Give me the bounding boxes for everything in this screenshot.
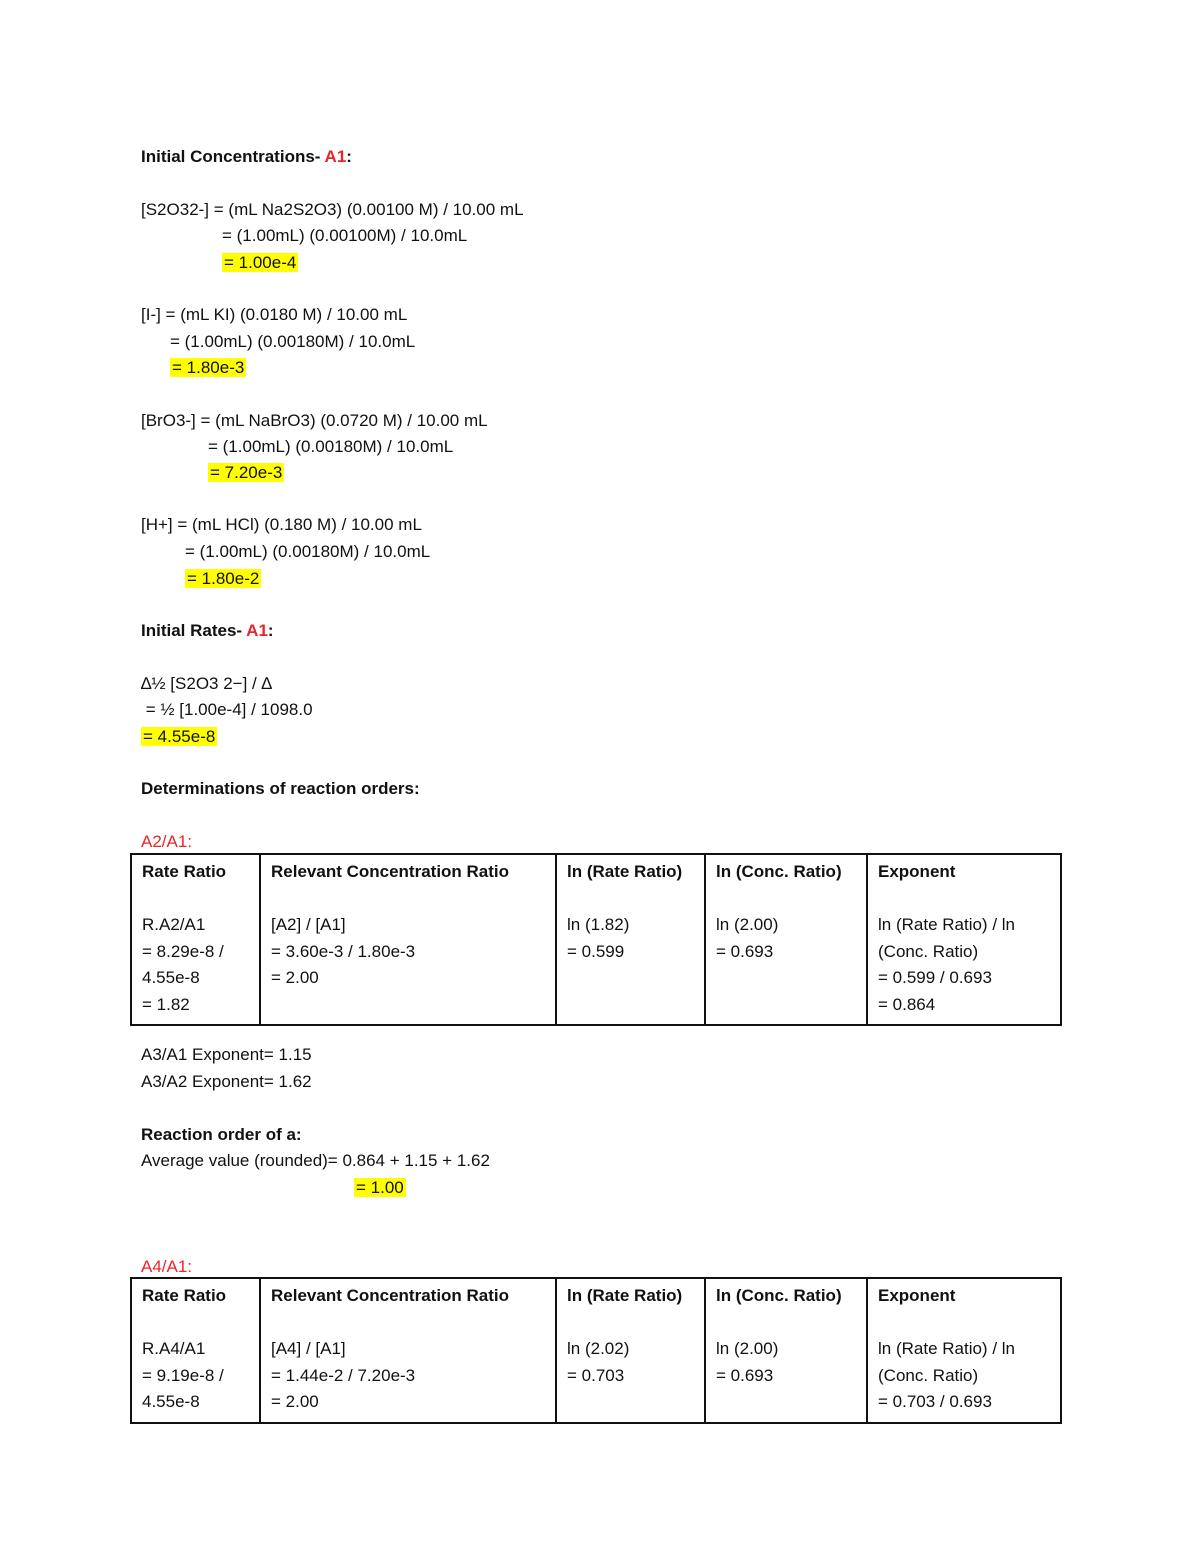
a2a1-table: [130, 853, 1062, 1026]
a2a1-label: A2/A1:: [141, 832, 193, 851]
conc-ratio-cell: Relevant Concentration Ratio [A2] / [A1] = 3.60e-3 / 1.80e-3 = 2.00: [260, 854, 556, 1025]
i-formula: [I-] = (mL KI) (0.0180 M) / 10.00 mL: [141, 305, 408, 324]
reaction-order-result: = 1.00: [356, 1178, 404, 1197]
initial-rates-heading: Initial Rates- A1:: [141, 621, 274, 640]
h-substitution: = (1.00mL) (0.00180M) / 10.0mL: [185, 542, 431, 561]
bro3-formula: [BrO3-] = (mL NaBrO3) (0.0720 M) / 10.00 mL: [141, 411, 488, 430]
table-row: [131, 854, 1061, 1025]
ln-conc-ratio-cell: ln (Conc. Ratio) ln (2.00) = 0.693: [705, 854, 867, 1025]
table-row: [131, 1278, 1061, 1423]
col-header-conc-ratio: Relevant Concentration Ratio: [271, 1286, 510, 1305]
conc-ratio-cell: Relevant Concentration Ratio [A4] / [A1] = 1.44e-2 / 7.20e-3 = 2.00: [260, 1278, 556, 1423]
orders-heading: Determinations of reaction orders:: [141, 779, 420, 798]
i-result: = 1.80e-3: [172, 358, 245, 377]
col-header-exponent: Exponent: [878, 862, 956, 881]
i-substitution: = (1.00mL) (0.00180M) / 10.0mL: [170, 332, 416, 351]
col-header-exponent: Exponent: [878, 1286, 956, 1305]
a4a1-table: [130, 1277, 1062, 1424]
rate-ratio-cell: Rate Ratio R.A2/A1 = 8.29e-8 / 4.55e-8 = 1.82: [131, 854, 260, 1025]
exponent-cell: Exponent ln (Rate Ratio) / ln (Conc. Ratio) = 0.599 / 0.693 = 0.864: [867, 854, 1061, 1025]
s2o3-formula: [S2O32-] = (mL Na2S2O3) (0.00100 M) / 10.00 mL: [141, 200, 524, 219]
col-header-ln-rate-ratio: ln (Rate Ratio): [567, 862, 683, 881]
rate-ratio-cell: Rate Ratio R.A4/A1 = 9.19e-8 / 4.55e-8: [131, 1278, 260, 1423]
a4a1-label: A4/A1:: [141, 1257, 193, 1276]
col-header-ln-rate-ratio: ln (Rate Ratio): [567, 1286, 683, 1305]
rate-result: = 4.55e-8: [143, 727, 216, 746]
rate-substitution: = ½ [1.00e-4] / 1098.0: [141, 700, 313, 719]
reaction-order-heading: Reaction order of a:: [141, 1125, 302, 1144]
col-header-rate-ratio: Rate Ratio: [142, 1286, 227, 1305]
exponent-cell: Exponent ln (Rate Ratio) / ln (Conc. Ratio) = 0.703 / 0.693: [867, 1278, 1061, 1423]
bro3-result: = 7.20e-3: [210, 463, 283, 482]
average-value-line: Average value (rounded)= 0.864 + 1.15 + 1.62: [141, 1151, 490, 1170]
col-header-ln-conc-ratio: ln (Conc. Ratio): [716, 862, 842, 881]
ln-rate-ratio-cell: ln (Rate Ratio) ln (1.82) = 0.599: [556, 854, 705, 1025]
s2o3-substitution: = (1.00mL) (0.00100M) / 10.0mL: [222, 226, 468, 245]
a3a1-exponent: A3/A1 Exponent= 1.15: [141, 1045, 312, 1064]
col-header-rate-ratio: Rate Ratio: [142, 862, 227, 881]
col-header-conc-ratio: Relevant Concentration Ratio: [271, 862, 510, 881]
col-header-ln-conc-ratio: ln (Conc. Ratio): [716, 1286, 842, 1305]
rate-formula: ∆½ [S2O3 2−] / ∆: [141, 674, 272, 693]
h-formula: [H+] = (mL HCl) (0.180 M) / 10.00 mL: [141, 515, 422, 534]
ln-rate-ratio-cell: ln (Rate Ratio) ln (2.02) = 0.703: [556, 1278, 705, 1423]
ln-conc-ratio-cell: ln (Conc. Ratio) ln (2.00) = 0.693: [705, 1278, 867, 1423]
bro3-substitution: = (1.00mL) (0.00180M) / 10.0mL: [208, 437, 454, 456]
a3a2-exponent: A3/A2 Exponent= 1.62: [141, 1072, 312, 1091]
h-result: = 1.80e-2: [187, 569, 260, 588]
initial-concentrations-heading: Initial Concentrations- A1:: [141, 147, 352, 166]
s2o3-result: = 1.00e-4: [224, 253, 297, 272]
